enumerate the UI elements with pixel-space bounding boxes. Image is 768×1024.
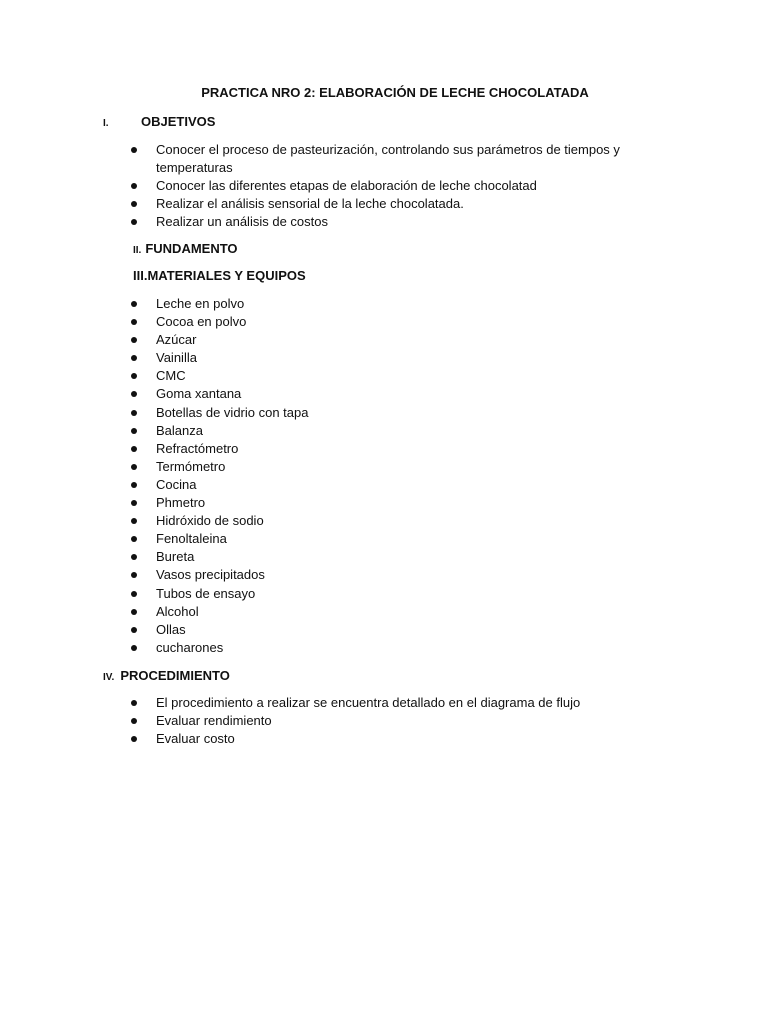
bullet-icon <box>131 183 137 189</box>
list-item-text: Balanza <box>156 422 203 438</box>
section-objetivos-heading <box>103 114 215 129</box>
list-item-text: Conocer el proceso de pasteurización, controlando sus parámetros de tiempos y temperaturas <box>156 142 620 176</box>
list-item-text: Hidróxido de sodio <box>156 513 264 529</box>
bullet-icon <box>131 736 137 742</box>
section-fundamento-heading <box>133 241 238 256</box>
objetivos-list <box>131 141 631 231</box>
list-item-text: Evaluar rendimiento <box>156 713 272 729</box>
bullet-icon <box>131 500 137 506</box>
list-item-text: Botellas de vidrio con tapa <box>156 404 309 420</box>
bullet-icon <box>131 609 137 615</box>
list-item-text: Refractómetro <box>156 440 239 456</box>
list-item <box>131 621 308 639</box>
bullet-icon <box>131 482 137 488</box>
list-item-text: Leche en polvo <box>156 296 245 311</box>
bullet-icon <box>131 627 137 633</box>
list-item <box>131 177 631 195</box>
list-item <box>131 195 631 213</box>
list-item-text: cucharones <box>156 639 224 655</box>
list-item <box>131 476 308 494</box>
list-item <box>131 385 308 403</box>
list-item <box>131 141 631 177</box>
bullet-icon <box>131 464 137 470</box>
bullet-icon <box>131 337 137 343</box>
bullet-icon <box>131 591 137 597</box>
list-item <box>131 494 308 512</box>
bullet-icon <box>131 201 137 207</box>
list-item <box>131 512 308 530</box>
list-item <box>131 712 580 730</box>
bullet-icon <box>131 718 137 724</box>
section-number: I. <box>103 118 109 129</box>
list-item <box>131 639 308 657</box>
list-item <box>131 213 631 231</box>
section-heading-text: FUNDAMENTO <box>145 241 238 256</box>
list-item-text: Evaluar costo <box>156 731 235 747</box>
list-item-text: Vasos precipitados <box>156 567 265 583</box>
list-item <box>131 331 308 349</box>
bullet-icon <box>131 645 137 651</box>
section-procedimiento-heading <box>103 668 230 683</box>
bullet-icon <box>131 536 137 542</box>
list-item <box>131 349 308 367</box>
list-item-text: Phmetro <box>156 495 206 511</box>
list-item <box>131 585 308 603</box>
section-heading-text: OBJETIVOS <box>141 114 216 129</box>
list-item-text: Ollas <box>156 621 186 637</box>
list-item-text: Azúcar <box>156 332 197 348</box>
bullet-icon <box>131 410 137 416</box>
list-item-text: Fenoltaleina <box>156 531 227 547</box>
list-item <box>131 694 580 712</box>
bullet-icon <box>131 319 137 325</box>
list-item-text: Conocer las diferentes etapas de elaboración de leche chocolatad <box>156 178 537 194</box>
list-item <box>131 295 308 313</box>
bullet-icon <box>131 391 137 397</box>
list-item <box>131 367 308 385</box>
bullet-icon <box>131 147 137 153</box>
list-item <box>131 404 308 422</box>
section-number: II. <box>133 245 142 256</box>
bullet-icon <box>131 301 137 307</box>
list-item-text: Realizar el análisis sensorial de la leche chocolatada. <box>156 196 464 212</box>
list-item-text: El procedimiento a realizar se encuentra detallado en el diagrama de flujo <box>156 695 581 710</box>
list-item <box>131 530 308 548</box>
list-item <box>131 458 308 476</box>
list-item <box>131 730 580 748</box>
list-item-text: Cocina <box>156 476 197 492</box>
list-item-text: Alcohol <box>156 603 199 619</box>
section-number: III. <box>133 268 148 283</box>
list-item-text: Termómetro <box>156 458 226 474</box>
procedimiento-list <box>131 694 580 748</box>
list-item-text: Realizar un análisis de costos <box>156 214 328 230</box>
list-item <box>131 548 308 566</box>
list-item-text: CMC <box>156 368 186 384</box>
section-heading-text: MATERIALES Y EQUIPOS <box>147 268 306 283</box>
list-item <box>131 566 308 584</box>
section-heading-text: PROCEDIMIENTO <box>120 668 230 683</box>
bullet-icon <box>131 373 137 379</box>
bullet-icon <box>131 572 137 578</box>
bullet-icon <box>131 554 137 560</box>
bullet-icon <box>131 518 137 524</box>
list-item-text: Bureta <box>156 549 195 565</box>
materiales-list <box>131 295 308 657</box>
list-item-text: Tubos de ensayo <box>156 585 256 601</box>
document-title: PRACTICA NRO 2: ELABORACIÓN DE LECHE CHOCOLATADA <box>201 85 589 100</box>
list-item <box>131 313 308 331</box>
list-item-text: Cocoa en polvo <box>156 314 247 330</box>
section-number: IV. <box>103 672 115 683</box>
list-item <box>131 422 308 440</box>
list-item <box>131 603 308 621</box>
bullet-icon <box>131 446 137 452</box>
bullet-icon <box>131 428 137 434</box>
section-materiales-heading <box>133 268 306 283</box>
bullet-icon <box>131 700 137 706</box>
list-item-text: Goma xantana <box>156 386 242 402</box>
list-item-text: Vainilla <box>156 350 197 366</box>
bullet-icon <box>131 355 137 361</box>
list-item <box>131 440 308 458</box>
bullet-icon <box>131 219 137 225</box>
